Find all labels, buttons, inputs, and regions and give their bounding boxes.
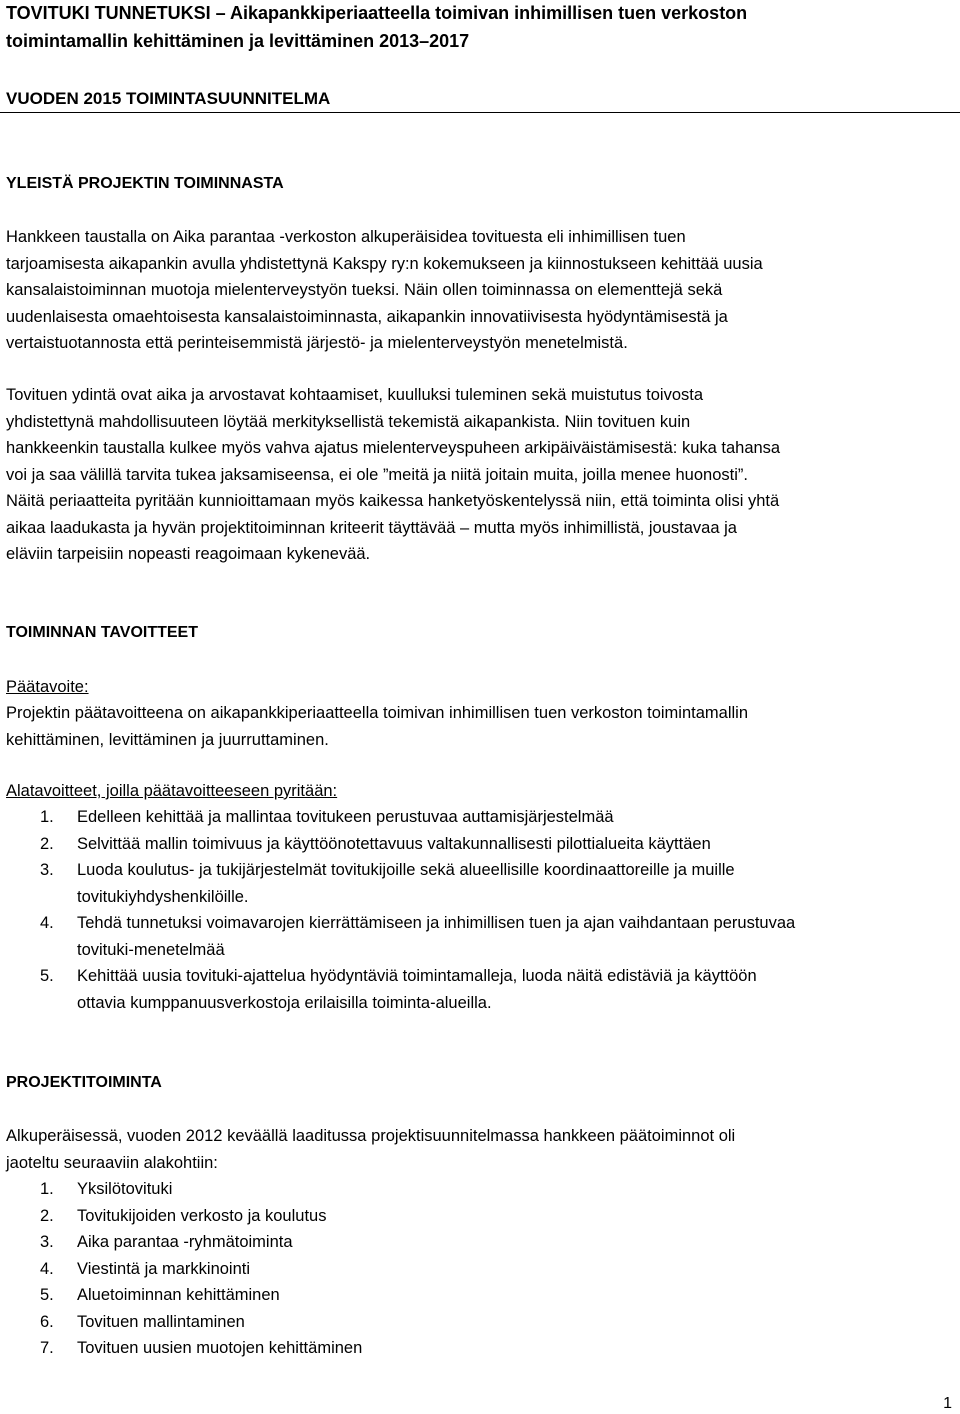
list-text: Luoda koulutus- ja tukijärjestelmät tovitukijoille sekä alueellisille koordinaattoreille ja muille tovitukiyhdyshenkilöille. [77,861,735,906]
main-goal-label: Päätavoite: [6,678,89,696]
main-goal-text [6,700,956,753]
list-text: Yksilötovituki [77,1180,173,1198]
paragraph-line: jaoteltu seuraaviin alakohtiin: [6,1153,218,1172]
general-paragraph-1 [6,224,956,357]
list-text: Edelleen kehittää ja mallintaa tovitukeen perustuvaa auttamisjärjestelmää [77,808,614,826]
list-number: 2. [40,834,54,853]
list-number: 4. [40,1259,54,1278]
paragraph-line: eläviin tarpeisiin nopeasti reagoimaan kykenevää. [6,545,371,563]
list-text: Viestintä ja markkinointi [77,1259,251,1278]
list-text: Tovitukijoiden verkosto ja koulutus [77,1206,327,1225]
list-text: Tovituen mallintaminen [77,1312,245,1331]
document-title-line-2: toimintamallin kehittäminen ja levittäminen 2013–2017 [6,31,470,51]
section-heading-goals: TOIMINNAN TAVOITTEET [6,624,198,641]
list-number: 3. [40,861,54,879]
list-text: Tovituen uusien muotojen kehittäminen [77,1339,363,1357]
list-number: 5. [40,967,54,985]
list-number: 7. [40,1339,54,1357]
paragraph-line: voi ja saa välillä tarvita tukea jaksamiseensa, ei ole ”meitä ja niitä joitain muita, joilla menee huonosti”. [6,465,748,484]
paragraph-line: Alkuperäisessä, vuoden 2012 keväällä laaditussa projektisuunnitelmassa hankkeen päätoiminnot oli [6,1127,736,1145]
list-number: 2. [40,1206,54,1225]
paragraph-line: kansalaistoiminnan muotoja mielenterveystyön tueksi. Näin ollen toiminnassa on elementtejä sekä [6,281,723,299]
paragraph-line: yhdistettynä mahdollisuuteen löytää merkityksellistä tekemistä aikapankista. Niin tovituen kuin [6,412,691,431]
title-divider [0,112,960,113]
paragraph-line: aikaa laadukasta ja hyvän projektitoiminnan kriteerit täyttävää – mutta myös inhimillistä, joustavaa ja [6,518,737,537]
general-paragraph-2 [6,382,956,568]
paragraph-line: Tovituen ydintä ovat aika ja arvostavat kohtaamiset, kuulluksi tuleminen sekä muistutus toivosta [6,386,704,404]
list-number: 6. [40,1312,54,1331]
section-heading-general: YLEISTÄ PROJEKTIN TOIMINNASTA [6,175,284,192]
paragraph-line: vertaistuotannosta että perinteisemmistä järjestö- ja mielenterveystyön menetelmistä. [6,334,628,352]
list-number: 1. [40,808,54,826]
paragraph-line: tarjoamisesta aikapankin avulla yhdistettynä Kakspy ry:n kokemukseen ja kiinnostukseen kehittää uusia [6,254,763,273]
list-text: Aika parantaa -ryhmätoiminta [77,1233,293,1251]
list-text: Aluetoiminnan kehittäminen [77,1286,280,1304]
document-title-line-1: TOVITUKI TUNNETUKSI – Aikapankkiperiaatteella toimivan inhimillisen tuen verkoston [6,3,748,23]
paragraph-line: Näitä periaatteita pyritään kunnioittamaan myös kaikessa hanketyöskentelyssä niin, että toiminta olisi yhtä [6,492,780,510]
list-text: Tehdä tunnetuksi voimavarojen kierrättämiseen ja inhimillisen tuen ja ajan vaihdantaan perustuvaa tovituki-menetelmää [77,914,796,959]
paragraph-line: Hankkeen taustalla on Aika parantaa -verkoston alkuperäisidea tovituesta eli inhimillisen tuen [6,228,686,246]
paragraph-line: uudenlaisesta omaehtoisesta kansalaistoiminnasta, aikapankin innovatiivisesta hyödyntämisestä ja [6,307,728,326]
sub-goals-label: Alatavoitteet, joilla päätavoitteeseen pyritään: [6,782,338,800]
list-text: Kehittää uusia tovituki-ajattelua hyödyntäviä toimintamalleja, luoda näitä edistäviä ja käyttöön ottavia kumppanuusverkostoja erilaisilla toiminta-alueilla. [77,967,757,1012]
paragraph-line: kehittäminen, levittäminen ja juurruttaminen. [6,730,329,749]
list-number: 3. [40,1233,54,1251]
list-text: Selvittää mallin toimivuus ja käyttöönotettavuus valtakunnallisesti pilottialueita käyttäen [77,834,711,853]
list-number: 4. [40,914,54,932]
paragraph-line: hankkeenkin taustalla kulkee myös vahva ajatus mielenterveyspuheen arkipäiväistämisestä: kuka tahansa [6,439,781,457]
document-subtitle: VUODEN 2015 TOIMINTASUUNNITELMA [6,89,331,108]
paragraph-line: Projektin päätavoitteena on aikapankkiperiaatteella toimivan inhimillisen tuen verkoston toimintamallin [6,704,748,722]
list-number: 5. [40,1286,54,1304]
page-number: 1 [943,1395,952,1412]
list-number: 1. [40,1180,54,1198]
section-heading-project: PROJEKTITOIMINTA [6,1074,162,1091]
project-intro [6,1123,956,1176]
